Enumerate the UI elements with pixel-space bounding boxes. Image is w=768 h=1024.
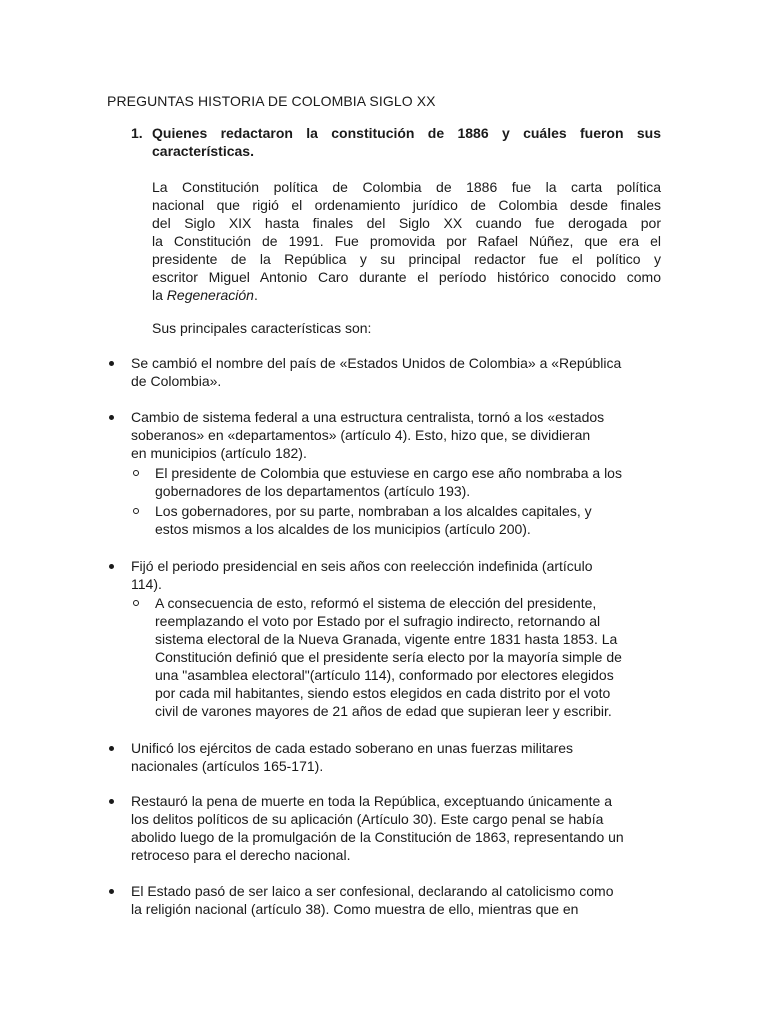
bullet-item [131, 557, 666, 593]
sub-bullet-line: estos mismos a los alcaldes de los municipios (artículo 200). [155, 521, 531, 537]
bullet-item [131, 792, 666, 864]
question-line: características. [152, 143, 254, 159]
sub-bullet-line: sistema electoral de la Nueva Granada, vigente entre 1831 hasta 1853. La [155, 631, 618, 647]
question-line: Quienes redactaron la constitución de 1886 y cuáles fueron sus [152, 125, 661, 141]
sub-bullet-line: una "asamblea electoral"(artículo 114), conformado por electores elegidos [155, 667, 614, 683]
sub-bullet-line: A consecuencia de esto, reformó el sistema de elección del presidente, [155, 595, 597, 611]
bullet-line: abolido luego de la promulgación de la Constitución de 1863, representando un [131, 829, 624, 845]
sub-bullet-line: Los gobernadores, por su parte, nombraban a los alcaldes capitales, y [155, 503, 592, 519]
intro-line: del Siglo XIX hasta finales del Siglo XX cuando fue derogada por [152, 215, 661, 231]
bullet-dot-icon [109, 799, 114, 804]
sub-bullet-item [155, 502, 665, 538]
bullet-line: Se cambió el nombre del país de «Estados Unidos de Colombia» a «República [131, 355, 622, 371]
intro-last-suffix: . [253, 287, 258, 303]
characteristics-subheading: Sus principales características son: [152, 320, 372, 336]
document-title: PREGUNTAS HISTORIA DE COLOMBIA SIGLO XX [107, 93, 436, 109]
sub-bullet-item [155, 464, 665, 500]
bullet-line: nacionales (artículos 165-171). [131, 758, 324, 774]
intro-paragraph [152, 178, 661, 304]
bullet-dot-icon [109, 361, 114, 366]
sub-bullet-line: Constitución definió que el presidente sería electo por la mayoría simple de [155, 649, 622, 665]
bullet-item [131, 882, 666, 918]
sub-bullet-circle-icon [133, 470, 139, 476]
question-heading [131, 124, 661, 160]
bullet-line: El Estado pasó de ser laico a ser confesional, declarando al catolicismo como [131, 883, 614, 899]
sub-bullet-line: por cada mil habitantes, siendo estos elegidos en cada distrito por el voto [155, 685, 611, 701]
sub-bullet-circle-icon [133, 508, 139, 514]
question-text [152, 124, 661, 160]
intro-last-line [152, 286, 661, 304]
sub-bullet-line: gobernadores de los departamentos (artículo 193). [155, 483, 471, 499]
bullet-dot-icon [109, 415, 114, 420]
bullet-dot-icon [109, 889, 114, 894]
sub-bullet-line: El presidente de Colombia que estuviese en cargo ese año nombraba a los [155, 465, 622, 481]
bullet-dot-icon [109, 564, 114, 569]
bullet-line: los delitos políticos de su aplicación (Artículo 30). Este cargo penal se había [131, 811, 604, 827]
bullet-line: la religión nacional (artículo 38). Como muestra de ello, mientras que en [131, 901, 579, 917]
bullet-line: de Colombia». [131, 373, 222, 389]
bullet-line: Restauró la pena de muerte en toda la República, exceptuando únicamente a [131, 793, 612, 809]
bullet-line: soberanos» en «departamentos» (artículo 4). Esto, hizo que, se dividieran [131, 427, 591, 443]
regeneracion-term: Regeneración [166, 287, 254, 303]
bullet-line: Unificó los ejércitos de cada estado soberano en unas fuerzas militares [131, 740, 574, 756]
bullet-line: Cambio de sistema federal a una estructura centralista, tornó a los «estados [131, 409, 605, 425]
intro-line: La Constitución política de Colombia de 1886 fue la carta política [152, 179, 661, 195]
intro-line: escritor Miguel Antonio Caro durante el período histórico conocido como [152, 269, 661, 285]
bullet-item [131, 354, 666, 390]
bullet-line: 114). [131, 576, 162, 592]
question-number: 1. [131, 125, 143, 141]
sub-bullet-line: reemplazando el voto por Estado por el sufragio indirecto, retornando al [155, 613, 601, 629]
sub-bullet-line: civil de varones mayores de 21 años de edad que supieran leer y escribir. [155, 703, 612, 719]
bullet-line: retroceso para el derecho nacional. [131, 847, 351, 863]
bullet-item [131, 739, 666, 775]
bullet-line: Fijó el periodo presidencial en seis años con reelección indefinida (artículo [131, 558, 593, 574]
intro-line: nacional que rigió el ordenamiento jurídico de Colombia desde finales [152, 197, 661, 213]
intro-line: presidente de la República y su principal redactor fue el político y [152, 251, 661, 267]
intro-last-prefix: la [152, 287, 167, 303]
intro-line: la Constitución de 1991. Fue promovida por Rafael Núñez, que era el [152, 233, 661, 249]
bullet-line: en municipios (artículo 182). [131, 445, 307, 461]
bullet-dot-icon [109, 746, 114, 751]
bullet-item [131, 408, 666, 462]
sub-bullet-item [155, 594, 665, 720]
sub-bullet-circle-icon [133, 600, 139, 606]
